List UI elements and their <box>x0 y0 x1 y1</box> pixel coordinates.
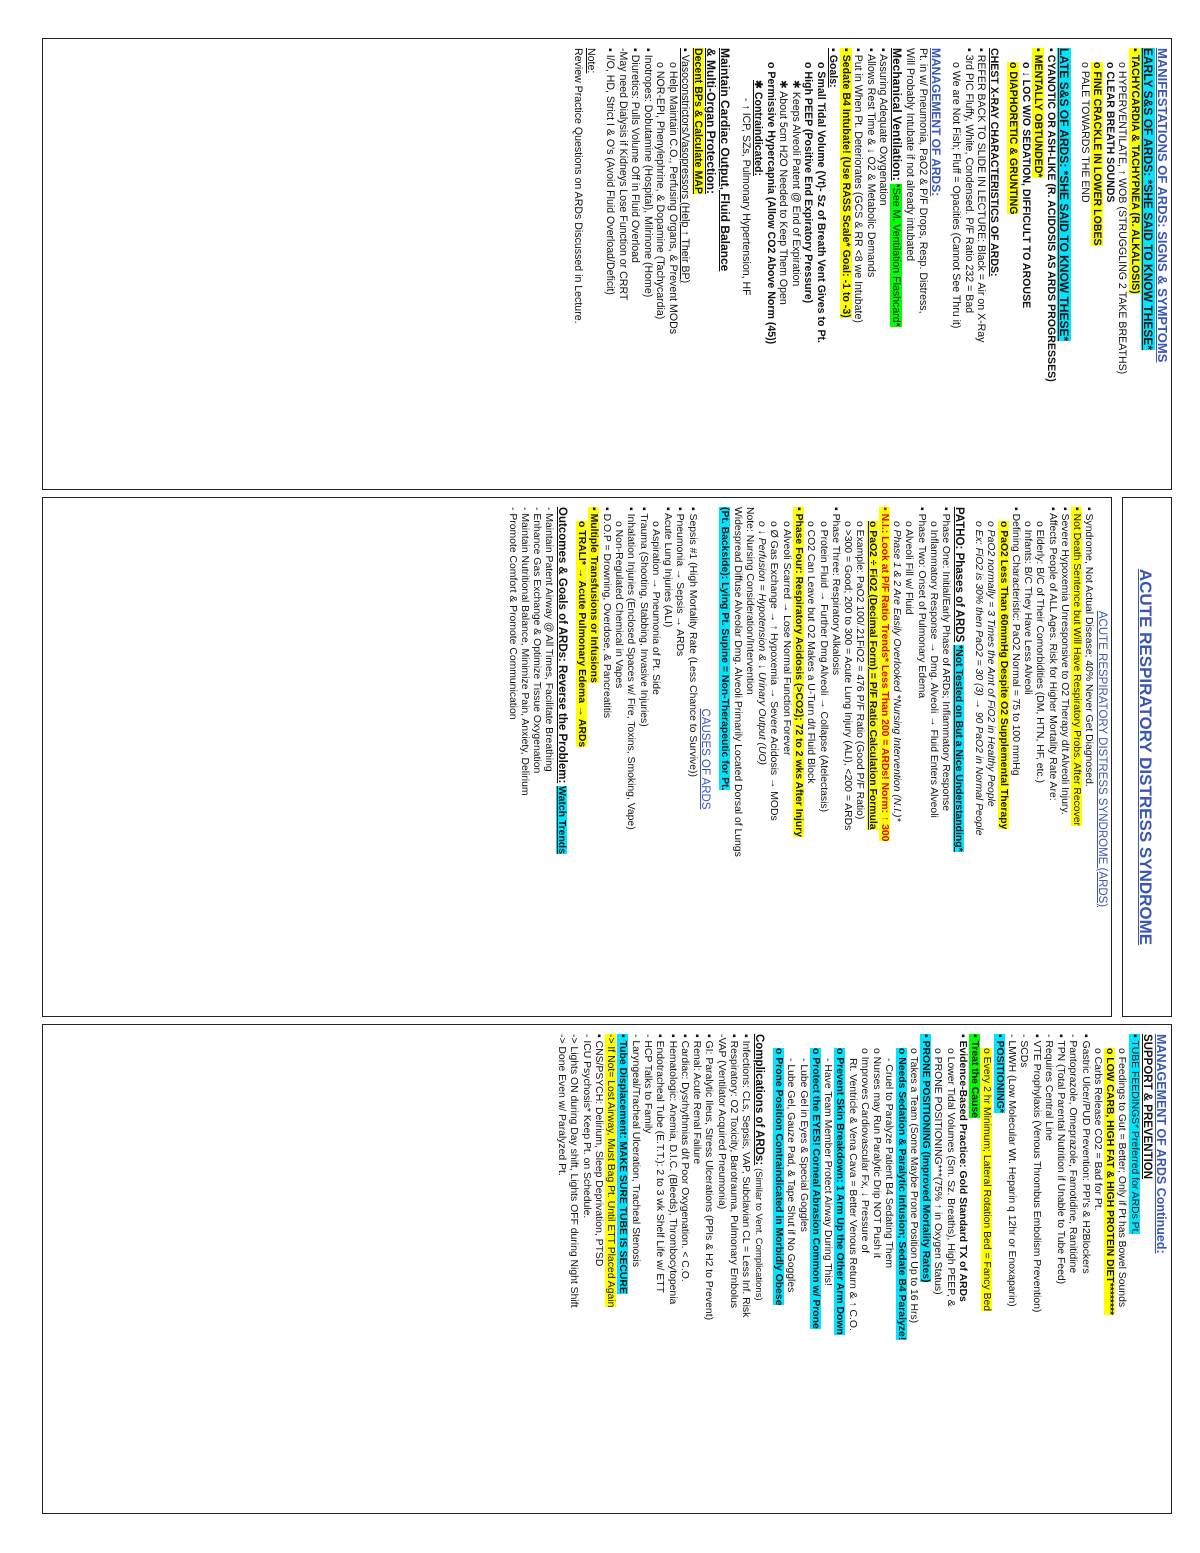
note-label: Note: <box>584 48 597 74</box>
intro-item: ▪ Severe Hypoxemia Unresponsive to O2 Therapy d/t Alveoli Injury. <box>1058 507 1070 815</box>
management-intro: Pt. in w/ Pneumonia, PaO2 & P/F Drops, Resp. Distress, <box>916 48 929 314</box>
support-item: - Lube Gel in Eyes & Special Goggles <box>797 1058 809 1232</box>
mv-item: - ↑ ICP, SZs, Pulmonary Hypertension, HF <box>739 98 752 296</box>
support-item: o Every 2 hr Minimum; Lateral Rotation Bed = Fancy Bed <box>981 1048 993 1312</box>
patho-item: o Alveoli Scarred → Lose Normal Function Forever <box>780 521 792 756</box>
support-item: ▪ TUBE FEEDINGS* Preferred for ARDs Pt. <box>1128 1034 1140 1235</box>
patho-item: ▪ Phase One: Initial/Early Phase of ARDs; Inflammatory Response <box>940 507 952 811</box>
mv-item: ✱ Keeps Alveoli Patent @ End of Expiration <box>789 80 802 287</box>
mv-item: ✱ About 5cm H2O Needed to Keep Them Open <box>777 80 790 305</box>
support-item: o Needs Sedation & Paralytic Infusion; Sedate B4 Paralyze! <box>895 1048 907 1341</box>
patho-item: o Inflammatory Response → Dmg. Alveoli → Fluid Enters Alveoli <box>927 521 939 818</box>
cause-item: o Aspiration → Pneumonia of Pt. Side <box>649 521 661 695</box>
early-item: o PALE TOWARDS THE END <box>1078 62 1091 203</box>
patho-item: Widespread Diffuse Alveolar Dmg. Alveoli Primarily Located Dorsal of Lungs <box>731 507 743 857</box>
cause-item: ▪ Pneumonia → Sepsis → ARDs <box>674 507 686 657</box>
outcome-item: - Enhance Gas Exchange & Optimize Tissue Oxygenation <box>531 507 543 774</box>
outcomes-heading-line: Outcomes & Goals of ARDs: Reverse the Problem: Watch Trends <box>555 507 568 854</box>
cause-item: o Non-Regulated Chemical in Vapes <box>613 521 625 689</box>
patho-item: ▪ Phase Two: Onset of Pulmonary Edema <box>915 507 927 699</box>
intro-item: o PaO2 Less Than 60mmHg Despite O2 Supplemental Therapy <box>997 521 1009 830</box>
complication-item: -VAP (Ventilator Acquired Pneumonia) <box>715 1034 727 1210</box>
mv-item: o High PEEP (Positive End Expiratory Pressure) <box>802 62 815 304</box>
patho-item: o >300 = Good; 200 to 300 = Acute Lung Injury (ALI), <200 = ARDs <box>842 521 854 831</box>
outcome-item: - Maintain Patent Airway @ All Times, Facilitate Breathing <box>543 507 555 772</box>
support-item: o Prone Position Contraindicated in Morbidly Obese <box>772 1048 784 1306</box>
support-item: - Lube Gel, Gauze Pad, & Tape Shut if No Goggles <box>785 1058 797 1293</box>
support-item: o Protect the EYES! Corneal Abrasion Common w/ Prone <box>809 1048 821 1329</box>
support-item: ▪ POSITIONING* <box>993 1034 1005 1113</box>
complication-item: - Laryngeal/Tracheal Ulceration, Tracheal Stenosis <box>629 1034 641 1267</box>
early-heading: EARLY S&S OF ARDS: *SHE SAID TO KNOW THESE* <box>1140 48 1155 351</box>
support-item: ▪ Gastric Ulcer/PUD Prevention: PPI's & H2Blockers <box>1079 1034 1091 1274</box>
cardiac-subheading: Decent BPs & Calculate MAP <box>691 48 704 195</box>
complication-item: ▪ Renal: Acute Renal Failure <box>691 1034 703 1165</box>
support-item: o Feedings to Gut = Better; Only if Pt has Bowel Sounds <box>1116 1048 1128 1308</box>
support-item: Rt. Ventricle & Vena Cava = Better Venous Return & ↑ C.O. <box>846 1058 858 1331</box>
patho-item: ▪ Phase Four: Respiratory Acidosis (>CO2); 72 to 2 wks After Injury <box>793 507 805 838</box>
patho-item: o Example: PaO2 100/.21FiO2 = 476 P/F Ratio (Good P/F Ratio) <box>854 521 866 820</box>
complication-item: - HCP Talks to Family <box>642 1034 654 1134</box>
intro-item: ▪ Syndrome, Not Actual Disease; 40% Never Get Diagnosed. <box>1083 507 1095 787</box>
support-item: o Improves Cardiovascular Fx, ↓ Pressure of <box>858 1048 870 1253</box>
support-item: o Prevent Skin Breakdown: 1 Arm Up the Other Arm Down <box>834 1048 846 1335</box>
patho-item: Note: Nursing Consideration/Intervention <box>743 507 755 695</box>
ards-title-strip <box>1125 500 1165 1014</box>
support-item: o PRONE POSITIONING***(75% ↑ in Oxygen Status) <box>932 1048 944 1295</box>
column-management-continued <box>58 1030 1168 1508</box>
complication-item: ▪ GI: Paralytic Ileus, Stress Ulcerations (PPIs & H2 to Prevent) <box>703 1034 715 1321</box>
cardiac-heading: & Multi-Organ Protection: <box>704 48 719 194</box>
complication-item: -> Lights ON during Day shift, Lights OFF during Night Shift <box>568 1034 580 1308</box>
manifestations-title: MANIFESTATIONS OF ARDS: SIGNS & SYMPTOMS <box>1155 48 1170 363</box>
mv-item: ▪ Allows Rest Time & ↓ O2 & Metabolic Demands <box>864 48 877 278</box>
intro-item: o PaO2 normally = 3 Times the Amt of FiO2 in Healthy People <box>985 521 997 807</box>
cause-item: ▪ Acute Lung Injuries (ALI) <box>662 507 674 628</box>
support-item: - Requires Central Line <box>1042 1034 1054 1141</box>
intro-item: ▪ Affects People of ALL Ages. Risk for Higher Mortality Rate Are: <box>1046 507 1058 801</box>
outcome-item: - Maintain Nutritional Balance, Minimize Pain, Anxiety, Delirium <box>518 507 530 796</box>
cause-item: ▪ Inhalation Injuries (Enclosed Spaces w/ Fire, Toxins, Smoking, Vape) <box>625 507 637 830</box>
support-item: - LMWH (Low Molecular Wt. Heparin q 12hr or Enoxaparin) <box>1006 1034 1018 1307</box>
complications-heading-line: Complications of ARDs: (Similar to Vent. Complications) <box>752 1034 765 1301</box>
early-item: o HYPERVENTILATE, ↑ WOB (STRUGGLING 2 TAKE BREATHS) <box>1116 62 1129 375</box>
ards-subtitle: ACUTE RESPIRATORY DISTRESS SYNDROME (ARDS) <box>1096 610 1108 908</box>
support-item: - SCDs <box>1018 1034 1030 1068</box>
complication-item: -> If Not= Lost Airway, Must Bag Pt. Until ETT Placed Again <box>605 1034 617 1308</box>
cardiac-item: ▪ Inotropes: Dobutamine (Hospital), Milrinone (Home) <box>641 48 654 298</box>
column-ards <box>48 503 1108 1015</box>
mv-item: o Permissive Hypercapnia (Allow CO2 Above Norm (45)) <box>764 62 777 345</box>
patho-item: o Alveoli Fill w/ Fluid <box>903 521 915 615</box>
intro-item: ▪ Defining Characteristic: PaO2 Normal = 75 to 100 mmHg <box>1009 507 1021 776</box>
support-item: o Takes a Team (Some Maybe Prone Position Up to 16 Hrs) <box>907 1048 919 1324</box>
cxr-heading: CHEST X-RAY CHARACTERISTICS OF ARDS: <box>987 48 1000 277</box>
management-heading: MANAGEMENT OF ARDS: <box>928 48 943 197</box>
cause-item: o TRALI* → Acute Pulmonary Edema → ARDs <box>576 521 588 748</box>
management-intro: Will Probably Intubate if not already intubated <box>904 48 917 262</box>
support-item: o Lower Tidal Volumes (Sm. Sz. Breaths), High PEEP, & <box>944 1048 956 1307</box>
patho-item: ▪ N.I.: Look at P/F Ratio Trends* Less Than 200 = ARDs! Norm: ↑ 300 <box>878 507 890 842</box>
early-item: o CLEAR BREATH SOUNDS <box>1103 62 1116 203</box>
patho-item: o Phase 1 & 2 Are Easily Overlooked *Nursing Intervention (N.I.)* <box>891 521 903 822</box>
support-item: o LOW CARB, HIGH FAT & HIGH PROTEIN DIET******** <box>1104 1048 1116 1316</box>
intro-item: ▪ Not Death Sentence but Will Have Respiratory Probs. After Recover <box>1071 507 1083 827</box>
support-item: ▪ Evidence-Based Practice: Gold Standard TX of ARDs <box>956 1034 968 1302</box>
cardiac-heading: Maintain Cardiac Output, Fluid Balance <box>718 48 733 272</box>
ards-title: ACUTE RESPIRATORY DISTRESS SYNDROME <box>1136 568 1155 946</box>
support-item: o Nurses may Run Paralytic Drip NOT Push it <box>871 1048 883 1258</box>
intro-item: o Elderly: B/C of Their Comorbidities (DM, HTN, HF, etc.) <box>1034 521 1046 783</box>
mv-item: ▪ Put in When Pt. Deteriorates (GCS & RR <8 we Intubate) <box>852 48 865 323</box>
late-item: o ↓ LOC W/O SEDATION, DIFFICULT TO AROUSE <box>1019 62 1032 309</box>
support-heading: SUPPORT & PREVENTION <box>1141 1034 1154 1180</box>
patho-item: o ↓ Perfusion = Hypotension & ↓ Urinary Output (UO) <box>756 521 768 765</box>
mv-item: o Small Tidal Volume (Vt)- Sz of Breath Vent Gives to Pt. <box>814 62 827 343</box>
complication-item: -> Done Even w/ Paralyzed Pt. <box>556 1034 568 1176</box>
cause-item: ▪ Trauma (Shooting, Stabbing, Invasive Injuries) <box>637 507 649 727</box>
note-text: Review Practice Questions on ARDs Discussed in Lecture. <box>572 48 585 324</box>
support-item: o Carbs Release CO2 = Bad for Pt. <box>1091 1048 1103 1211</box>
patho-item: o Protein Fluid → Further Dmg Alveoli → Collapse (Atelectasis) <box>817 521 829 813</box>
cause-item: ▪ D.O.P = Drowning, Overdose, & Pancreatitis <box>600 507 612 719</box>
intro-item: o Infants: B/C They Have Less Alveoli <box>1022 521 1034 695</box>
early-item: ▪ TACHYCARDIA & TACHYPNEA (R. ALKALOSIS) <box>1128 48 1141 294</box>
cardiac-item: ▪ I/O, HD, Strict I & O's (Avoid Fluid Overload/Deficit) <box>604 48 617 295</box>
patho-item: o CO2 Can Leave but O2 Makes a U-Turn d/t Fluid Block <box>805 521 817 784</box>
mv-item: ✱ Contraindicated: <box>752 80 765 176</box>
causes-heading: CAUSES OF ARDS <box>699 708 712 810</box>
cxr-item: ▪ 3rd PIC Fluffy, White, Condensed. P/F Ratio 232 = Bad <box>962 48 975 314</box>
cxr-item: ▪ REFER BACK TO SLIDE IN LECTURE: Black = Air on X-Ray <box>975 48 988 343</box>
patho-item: o PaO2 ÷ FiO2 (Decimal Form) = P/F Ratio Calculation Formula <box>866 521 878 830</box>
cardiac-item: ▪ Vasoconstrictors/Vasopressors (Help ↑ Their BP) <box>679 48 692 284</box>
cxr-item: o We are Not Fish; Fluff = Opacities (Cannot See Thru it) <box>950 62 963 329</box>
patho-item: o Ø Gas Exchange → ↑ Hypoxemia → Severe Acidosis → MODs <box>768 521 780 821</box>
support-item: - Have Team Member Protect Airway During This! <box>822 1058 834 1286</box>
complication-item: ▪ Infections: CLs, Sepsis, VAP, Subclavian CL = Less Inf. Risk <box>740 1034 752 1318</box>
complication-item: ▪ CNS/PSYCH: Delirium, Sleep Deprivation, PTSD <box>592 1034 604 1267</box>
cardiac-item: o NOR-EPI, Phenylephrine, & Dopamine (Tachycardia) <box>654 62 667 320</box>
cardiac-item: -May need Dialysis if Kidneys Lose Function or CRRT <box>616 48 629 301</box>
support-item: ▪ Treat the Cause <box>969 1034 981 1118</box>
patho-item: ▪ Phase Three: Respiratory Alkalosis <box>829 507 841 676</box>
cardiac-item: ▪ Diuretics: Pulls Volume Off in Fluid Overload <box>629 48 642 263</box>
complication-item: ▪ Hematologic: Anemia, D.I.C. (Bleeds), Thrombocytopenia <box>666 1034 678 1305</box>
late-item: ▪ MENTALLY OBTUNDED* <box>1032 48 1045 178</box>
support-item: ▪ TPN (Total Parental Nutrition if Unable to Tube Feed) <box>1055 1034 1067 1285</box>
late-item: ▪ CYANOTIC OR ASH-LIKE (R. ACIDOSIS AS ARDS PROGRESSES) <box>1044 48 1057 382</box>
mv-item: ▪ Assuring Adequate Oxygenation <box>877 48 890 206</box>
patho-heading-line: PATHO: Phases of ARDS *Not Tested on But a Nice Understanding* <box>952 507 965 852</box>
cause-item: ▪ Multiple Transfusions or Infusions <box>588 507 600 683</box>
cause-item: ▪ Sepsis #1 (High Mortality Rate (Less Chance to Survive)) <box>686 507 698 777</box>
early-item: o FINE CRACKLE IN LOWER LOBES <box>1091 62 1104 246</box>
mv-item: ▪ Goals: <box>827 48 840 88</box>
outcome-item: - Promote Comfort & Promote Communication <box>506 507 518 720</box>
support-item: - Pantoprazole, Omeprazole, Famotidine, Ranitidine <box>1067 1034 1079 1274</box>
cardiac-item: o Help Maintain C.O., Perfusing Organs, & Prevent MODs <box>666 62 679 335</box>
mv-heading-line: Mechanical Ventilation: *See M. Ventilation Flashcard* <box>889 48 904 327</box>
column-manifestations <box>60 44 1170 484</box>
complication-item: ▪ Endotracheal Tube (E.T.T.): 2 to 3 wk Shelf Life w/ ETT <box>654 1034 666 1293</box>
complication-item: ▪ Respiratory: O2 Toxicity, Barotrauma, Pulmonary Embolus <box>727 1034 739 1309</box>
late-heading: LATE S&S OF ARDS: *SHE SAID TO KNOW THESE* <box>1057 48 1072 342</box>
complication-item: ▪ Cardiac: Dysrhythmias d/t Poor Oxygenation. < C.O. <box>678 1034 690 1282</box>
support-item: - Cruel to Paralyze Patient B4 Sedating Them <box>883 1058 895 1269</box>
management-continued-title: MANAGEMENT OF ARDS Continued: <box>1154 1034 1168 1254</box>
complication-item: ▪ Tube Displacement: MAKE SURE TUBE IS SECURE <box>617 1034 629 1294</box>
intro-item: o Ex: FiO2 is 30% then PaO2 = 30 (3) → 90 PaO2 in Normal People <box>973 521 985 836</box>
support-item: ▪ VTE Prophylaxis (Venous Thrombus Embolism Prevention) <box>1030 1034 1042 1313</box>
late-item: o DIAPHORETIC & GRUNTING <box>1007 62 1020 215</box>
support-item: ▪ PRONE POSITIONING (Improved Mortality Rates) <box>920 1034 932 1283</box>
complication-item: - ICU Psychosis* Keep Pt. on Schedule. <box>580 1034 592 1219</box>
mv-item: ▪ Sedate B4 Intubate! (Use RASS Scale* Goal: -1 to -3) <box>839 48 852 318</box>
patho-item: (Pt. Backside): Lying Pt. Supine = Non-Therapeutic for Pt. <box>719 507 731 791</box>
